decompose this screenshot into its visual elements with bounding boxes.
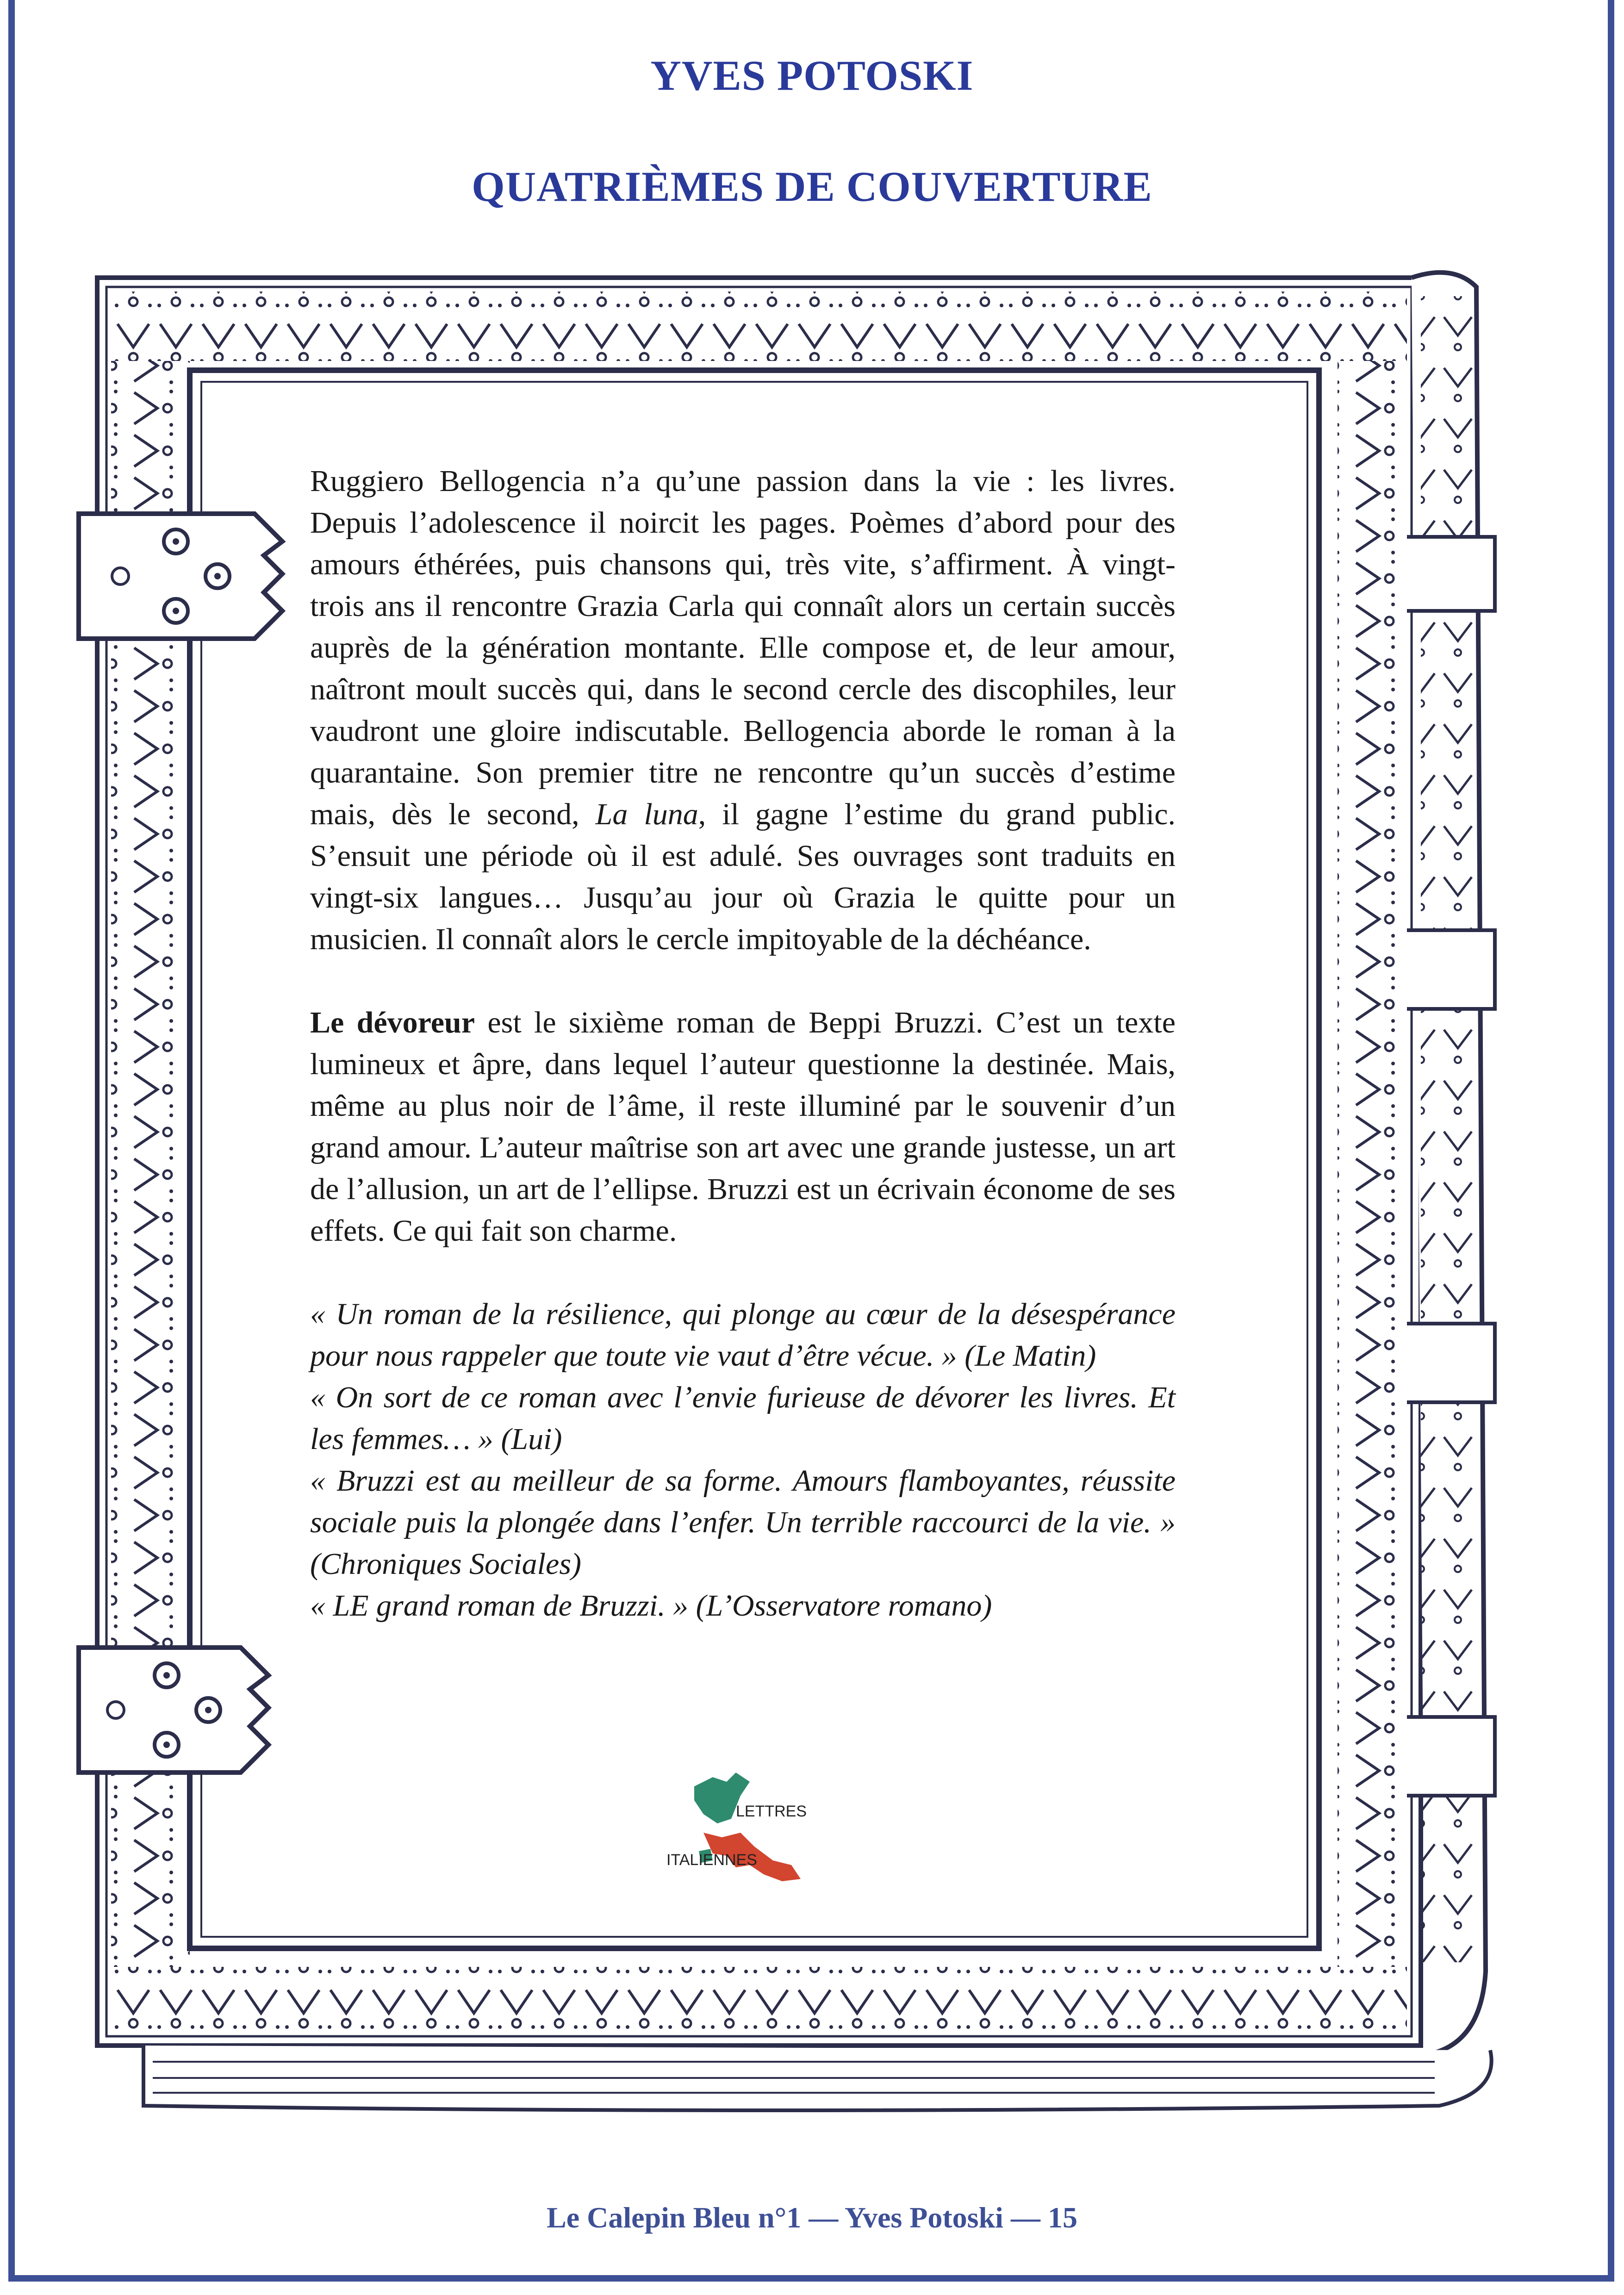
logo-text-lettres: LETTRES	[736, 1803, 807, 1820]
book-blurb	[310, 460, 1176, 1627]
paragraph-devoreur: Le dévoreur est le sixième roman de Beppi Bruzzi. C’est un texte lumineux et âpre, dans lequel l’auteur questionne la destinée. Mais, même au plus noir de l’âme, il reste illuminé par le souvenir d’un grand amour. L’auteur maîtrise son art avec une grande justesse, un art de l’allusion, un art de l’ellipse. Bruzzi est un écrivain économe de ses effets. Ce qui fait son charme.	[310, 1006, 1176, 1248]
press-quotes	[310, 1294, 1176, 1627]
paragraph-bellogencia: Ruggiero Bellogencia n’a qu’une passion dans la vie : les livres. Depuis l’adolescence il noircit les pages. Poèmes d’abord pour des amours éthérées, puis chansons qui, très vite, s’affirment. À vingt-trois ans il rencontre Grazia Carla qui connaît alors un certain succès auprès de la génération montante. Elle compose et, de leur amour, naîtront moult succès qui, dans le second cercle des discophiles, leur vaudront une gloire indiscutable. Bellogencia aborde le roman à la quarantaine. Son premier titre ne rencontre qu’un succès d’estime mais, dès le second, La luna, il gagne l’estime du grand public. S’ensuit une période où il est adulé. Ses ouvrages sont traduits en vingt-six langues… Jusqu’au jour où Grazia le quitte pour un musicien. Il connaît alors le cercle impitoyable de la déchéance.	[310, 464, 1176, 956]
book-title-la-luna: La luna	[595, 797, 698, 831]
press-quote: « LE grand roman de Bruzzi. » (L’Osservatore romano)	[310, 1589, 992, 1623]
press-quote: « Un roman de la résilience, qui plonge au cœur de la désespérance pour nous rappeler que toute vie vaut d’être vécue. » (Le Matin)	[310, 1297, 1176, 1373]
page-footer: Le Calepin Bleu n°1 — Yves Potoski — 15	[547, 2201, 1077, 2234]
logo-text-italiennes: ITALIENNES	[666, 1851, 757, 1869]
press-quote: « Bruzzi est au meilleur de sa forme. Amours flamboyantes, réussite sociale puis la plongée dans l’enfer. Un terrible raccourci de la vie. » (Chroniques Sociales)	[310, 1464, 1176, 1581]
book-title-le-devoreur: Le dévoreur	[310, 1006, 475, 1039]
author-title: YVES POTOSKI	[650, 52, 974, 99]
press-quote: « On sort de ce roman avec l’envie furieuse de dévorer les livres. Et les femmes… » (Lui)	[310, 1381, 1176, 1456]
lettres-italiennes-logo	[666, 1768, 824, 1888]
italy-map-icon	[685, 1768, 824, 1888]
document-title: QUATRIÈMES DE COUVERTURE	[472, 163, 1152, 210]
